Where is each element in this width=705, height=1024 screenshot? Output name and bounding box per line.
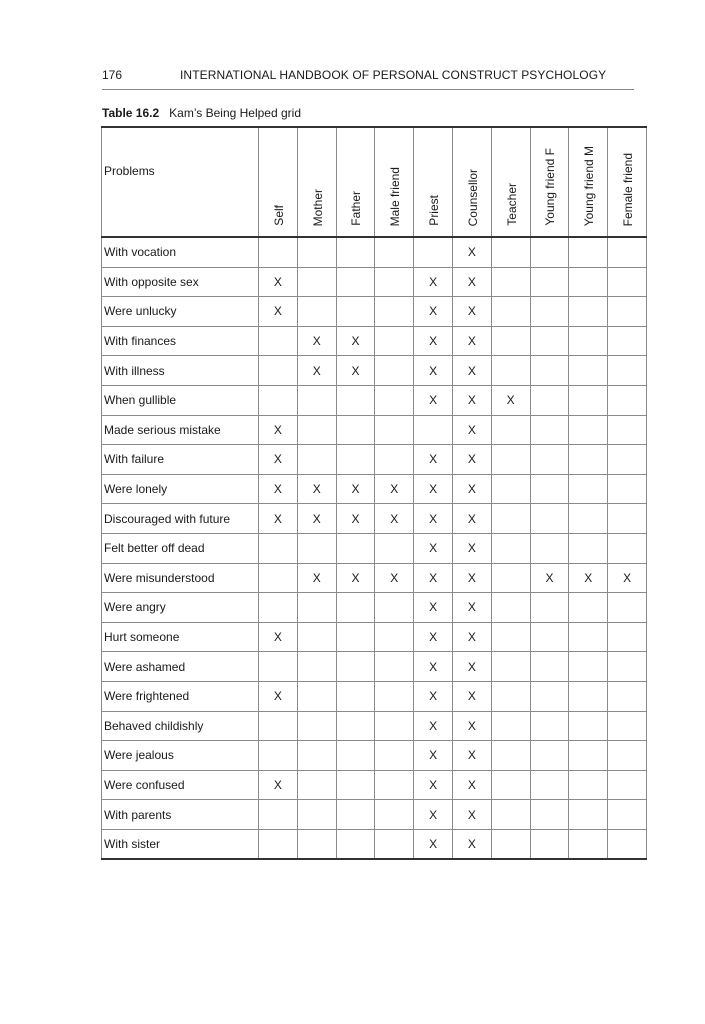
grid-cell [530, 237, 569, 267]
row-label: Were misunderstood [102, 563, 259, 593]
grid-cell [259, 237, 298, 267]
grid-cell: X [414, 711, 453, 741]
grid-cell: X [452, 652, 491, 682]
grid-cell [336, 237, 375, 267]
grid-cell [569, 681, 608, 711]
column-header [530, 127, 569, 237]
grid-cell: X [414, 326, 453, 356]
grid-cell [569, 356, 608, 386]
table-body [102, 237, 647, 859]
grid-cell [491, 741, 530, 771]
grid-cell [530, 770, 569, 800]
grid-cell [297, 593, 336, 623]
grid-cell [530, 267, 569, 297]
table-row [102, 563, 647, 593]
grid-cell [375, 297, 414, 327]
grid-cell [569, 741, 608, 771]
grid-cell: X [569, 563, 608, 593]
grid-cell [608, 356, 647, 386]
page-number: 176 [102, 68, 123, 82]
grid-cell: X [259, 297, 298, 327]
grid-cell [336, 622, 375, 652]
grid-cell [297, 652, 336, 682]
grid-cell: X [297, 563, 336, 593]
grid-cell: X [336, 356, 375, 386]
grid-cell [336, 770, 375, 800]
grid-cell: X [452, 800, 491, 830]
grid-cell: X [452, 593, 491, 623]
table-row [102, 622, 647, 652]
table-row [102, 800, 647, 830]
table-row [102, 593, 647, 623]
grid-cell: X [414, 267, 453, 297]
grid-cell: X [259, 415, 298, 445]
grid-cell [375, 711, 414, 741]
table-row [102, 474, 647, 504]
grid-cell [608, 504, 647, 534]
grid-cell [530, 681, 569, 711]
table-row [102, 237, 647, 267]
grid-cell: X [452, 681, 491, 711]
running-head: INTERNATIONAL HANDBOOK OF PERSONAL CONSTRUCT PSYCHOLOGY [180, 68, 607, 82]
grid-cell [336, 829, 375, 859]
grid-cell [530, 504, 569, 534]
table-row [102, 711, 647, 741]
column-header [297, 127, 336, 237]
grid-cell [375, 770, 414, 800]
grid-cell: X [259, 681, 298, 711]
row-label: Made serious mistake [102, 415, 259, 445]
column-header-label: Mother [310, 188, 325, 226]
column-header-label: Young friend F [543, 148, 558, 226]
grid-cell [569, 829, 608, 859]
grid-cell: X [414, 385, 453, 415]
grid-cell [297, 829, 336, 859]
grid-cell [375, 533, 414, 563]
grid-cell [491, 711, 530, 741]
grid-cell [259, 741, 298, 771]
grid-cell [375, 741, 414, 771]
grid-cell [608, 297, 647, 327]
grid-cell: X [414, 533, 453, 563]
grid-cell [259, 563, 298, 593]
grid-cell [569, 474, 608, 504]
grid-cell: X [414, 297, 453, 327]
grid-cell [491, 652, 530, 682]
column-header-label: Priest [427, 195, 442, 226]
row-label: Were jealous [102, 741, 259, 771]
grid-cell [608, 533, 647, 563]
grid-cell [297, 237, 336, 267]
table-caption-title: Kam’s Being Helped grid [169, 106, 301, 120]
table-row [102, 385, 647, 415]
row-label: With opposite sex [102, 267, 259, 297]
grid-cell [336, 267, 375, 297]
column-header [491, 127, 530, 237]
grid-cell [530, 297, 569, 327]
row-label: With illness [102, 356, 259, 386]
grid-cell [608, 622, 647, 652]
grid-cell [336, 415, 375, 445]
grid-cell [297, 415, 336, 445]
problems-header-label: Problems [104, 164, 155, 178]
row-label: Behaved childishly [102, 711, 259, 741]
grid-cell: X [414, 563, 453, 593]
grid-cell: X [259, 474, 298, 504]
grid-cell [608, 445, 647, 475]
grid-cell [530, 445, 569, 475]
grid-cell [569, 267, 608, 297]
grid-cell [569, 385, 608, 415]
grid-cell [569, 800, 608, 830]
grid-cell [491, 533, 530, 563]
grid-cell: X [452, 711, 491, 741]
table-row [102, 533, 647, 563]
grid-cell [297, 622, 336, 652]
grid-cell: X [452, 563, 491, 593]
grid-cell [375, 829, 414, 859]
grid-cell [608, 415, 647, 445]
grid-cell [491, 237, 530, 267]
grid-cell [608, 741, 647, 771]
column-header [336, 127, 375, 237]
grid-cell: X [297, 356, 336, 386]
grid-cell [530, 415, 569, 445]
grid-cell: X [414, 474, 453, 504]
row-label: Were frightened [102, 681, 259, 711]
grid-cell [491, 504, 530, 534]
grid-cell [530, 800, 569, 830]
grid-cell: X [452, 385, 491, 415]
grid-cell [569, 622, 608, 652]
table-row [102, 445, 647, 475]
grid-cell [569, 237, 608, 267]
grid-cell [259, 533, 298, 563]
row-label: Felt better off dead [102, 533, 259, 563]
column-header-label: Father [349, 191, 364, 226]
grid-cell [530, 356, 569, 386]
grid-cell: X [414, 593, 453, 623]
grid-cell [530, 741, 569, 771]
grid-cell [297, 533, 336, 563]
grid-cell [608, 385, 647, 415]
row-label: With failure [102, 445, 259, 475]
table-row [102, 326, 647, 356]
grid-cell [297, 741, 336, 771]
column-header [259, 127, 298, 237]
grid-cell [491, 415, 530, 445]
grid-cell [608, 800, 647, 830]
grid-cell [375, 652, 414, 682]
grid-cell [336, 741, 375, 771]
table-header-row [102, 127, 647, 237]
column-header-label: Male friend [388, 166, 403, 226]
grid-cell [259, 385, 298, 415]
grid-cell: X [452, 415, 491, 445]
grid-cell [491, 267, 530, 297]
grid-cell [297, 445, 336, 475]
grid-cell [491, 593, 530, 623]
being-helped-grid [101, 126, 647, 860]
table-row [102, 504, 647, 534]
column-header-label: Self [271, 205, 286, 226]
table-row [102, 770, 647, 800]
grid-cell [569, 533, 608, 563]
grid-cell [336, 681, 375, 711]
table-row [102, 356, 647, 386]
grid-cell [375, 267, 414, 297]
grid-cell [491, 445, 530, 475]
grid-cell [336, 711, 375, 741]
grid-cell [375, 237, 414, 267]
grid-cell: X [259, 267, 298, 297]
grid-cell [297, 711, 336, 741]
grid-cell [608, 681, 647, 711]
grid-cell [297, 681, 336, 711]
grid-cell: X [452, 326, 491, 356]
grid-cell: X [491, 385, 530, 415]
grid-cell [608, 711, 647, 741]
grid-cell: X [414, 652, 453, 682]
grid-cell [530, 593, 569, 623]
grid-cell [375, 356, 414, 386]
table-caption-number: Table 16.2 [102, 106, 160, 120]
grid-cell [608, 474, 647, 504]
grid-cell [530, 385, 569, 415]
grid-cell [375, 800, 414, 830]
grid-cell [569, 445, 608, 475]
column-header-label: Female friend [621, 152, 636, 226]
row-label: With sister [102, 829, 259, 859]
grid-cell [608, 326, 647, 356]
grid-cell [336, 533, 375, 563]
table-row [102, 741, 647, 771]
grid-cell: X [452, 622, 491, 652]
row-label: Were ashamed [102, 652, 259, 682]
grid-cell: X [375, 474, 414, 504]
grid-cell [336, 297, 375, 327]
grid-cell [336, 445, 375, 475]
grid-cell [414, 415, 453, 445]
grid-cell: X [608, 563, 647, 593]
grid-cell: X [414, 504, 453, 534]
grid-cell: X [452, 297, 491, 327]
grid-cell [297, 267, 336, 297]
grid-cell: X [452, 504, 491, 534]
grid-cell [336, 593, 375, 623]
column-header [452, 127, 491, 237]
table-row [102, 681, 647, 711]
grid-cell [259, 711, 298, 741]
grid-cell [530, 711, 569, 741]
row-label: Were lonely [102, 474, 259, 504]
problems-column-header [102, 127, 259, 237]
row-label: Hurt someone [102, 622, 259, 652]
table-row [102, 267, 647, 297]
grid-cell: X [414, 770, 453, 800]
grid-cell [569, 652, 608, 682]
grid-cell [259, 326, 298, 356]
grid-cell: X [452, 829, 491, 859]
grid-cell: X [452, 356, 491, 386]
column-header-label: Teacher [504, 183, 519, 226]
table-row [102, 297, 647, 327]
header-rule [102, 89, 634, 90]
grid-cell: X [452, 267, 491, 297]
grid-cell: X [414, 741, 453, 771]
row-label: With parents [102, 800, 259, 830]
grid-cell: X [414, 829, 453, 859]
grid-cell: X [452, 445, 491, 475]
row-label: Discouraged with future [102, 504, 259, 534]
grid-cell: X [530, 563, 569, 593]
grid-cell: X [259, 445, 298, 475]
grid-cell [608, 237, 647, 267]
grid-cell [491, 800, 530, 830]
grid-cell [530, 622, 569, 652]
grid-cell: X [452, 474, 491, 504]
table-caption [102, 106, 301, 120]
grid-cell [259, 800, 298, 830]
grid-cell [530, 829, 569, 859]
grid-cell: X [336, 326, 375, 356]
table-row [102, 415, 647, 445]
table-row [102, 652, 647, 682]
grid-cell: X [414, 445, 453, 475]
table-row [102, 829, 647, 859]
grid-cell: X [414, 622, 453, 652]
grid-cell [414, 237, 453, 267]
grid-cell [375, 622, 414, 652]
grid-cell [569, 593, 608, 623]
grid-cell [375, 385, 414, 415]
grid-cell [491, 297, 530, 327]
grid-cell [530, 326, 569, 356]
grid-cell: X [259, 504, 298, 534]
grid-cell: X [375, 563, 414, 593]
grid-cell [569, 415, 608, 445]
row-label: When gullible [102, 385, 259, 415]
grid-cell: X [452, 237, 491, 267]
grid-cell: X [414, 681, 453, 711]
grid-cell [259, 356, 298, 386]
column-header [414, 127, 453, 237]
grid-cell [530, 652, 569, 682]
row-label: Were unlucky [102, 297, 259, 327]
grid-cell [336, 800, 375, 830]
grid-cell [375, 681, 414, 711]
column-header-label: Young friend M [582, 145, 597, 226]
grid-cell [336, 385, 375, 415]
grid-cell [569, 504, 608, 534]
grid-cell [491, 474, 530, 504]
grid-cell [569, 770, 608, 800]
row-label: With vocation [102, 237, 259, 267]
grid-cell: X [336, 563, 375, 593]
grid-cell [608, 829, 647, 859]
grid-cell [259, 829, 298, 859]
grid-cell: X [414, 800, 453, 830]
grid-cell [375, 593, 414, 623]
grid-cell [297, 800, 336, 830]
grid-cell: X [297, 474, 336, 504]
grid-cell [375, 445, 414, 475]
grid-cell: X [375, 504, 414, 534]
grid-cell [375, 326, 414, 356]
grid-cell: X [452, 533, 491, 563]
grid-cell [569, 711, 608, 741]
grid-cell: X [336, 504, 375, 534]
grid-cell [491, 829, 530, 859]
grid-cell [297, 770, 336, 800]
grid-cell [530, 474, 569, 504]
grid-cell: X [336, 474, 375, 504]
grid-cell [608, 593, 647, 623]
grid-cell [375, 415, 414, 445]
grid-cell [491, 622, 530, 652]
row-label: Were confused [102, 770, 259, 800]
grid-cell: X [297, 326, 336, 356]
grid-cell: X [297, 504, 336, 534]
grid-cell [259, 652, 298, 682]
grid-cell [297, 297, 336, 327]
grid-cell: X [452, 770, 491, 800]
grid-cell [491, 356, 530, 386]
grid-cell: X [414, 356, 453, 386]
grid-cell [491, 563, 530, 593]
row-label: Were angry [102, 593, 259, 623]
grid-cell [491, 770, 530, 800]
grid-cell: X [452, 741, 491, 771]
column-header [375, 127, 414, 237]
grid-cell [608, 652, 647, 682]
grid-cell [530, 533, 569, 563]
column-header-label: Counsellor [465, 168, 480, 226]
grid-cell [569, 326, 608, 356]
grid-cell [259, 593, 298, 623]
row-label: With finances [102, 326, 259, 356]
grid-cell [336, 652, 375, 682]
grid-cell [608, 770, 647, 800]
column-header [608, 127, 647, 237]
grid-cell: X [259, 622, 298, 652]
grid-cell [569, 297, 608, 327]
grid-cell [297, 385, 336, 415]
grid-cell [491, 681, 530, 711]
grid-cell [491, 326, 530, 356]
grid-cell [608, 267, 647, 297]
grid-cell: X [259, 770, 298, 800]
column-header [569, 127, 608, 237]
